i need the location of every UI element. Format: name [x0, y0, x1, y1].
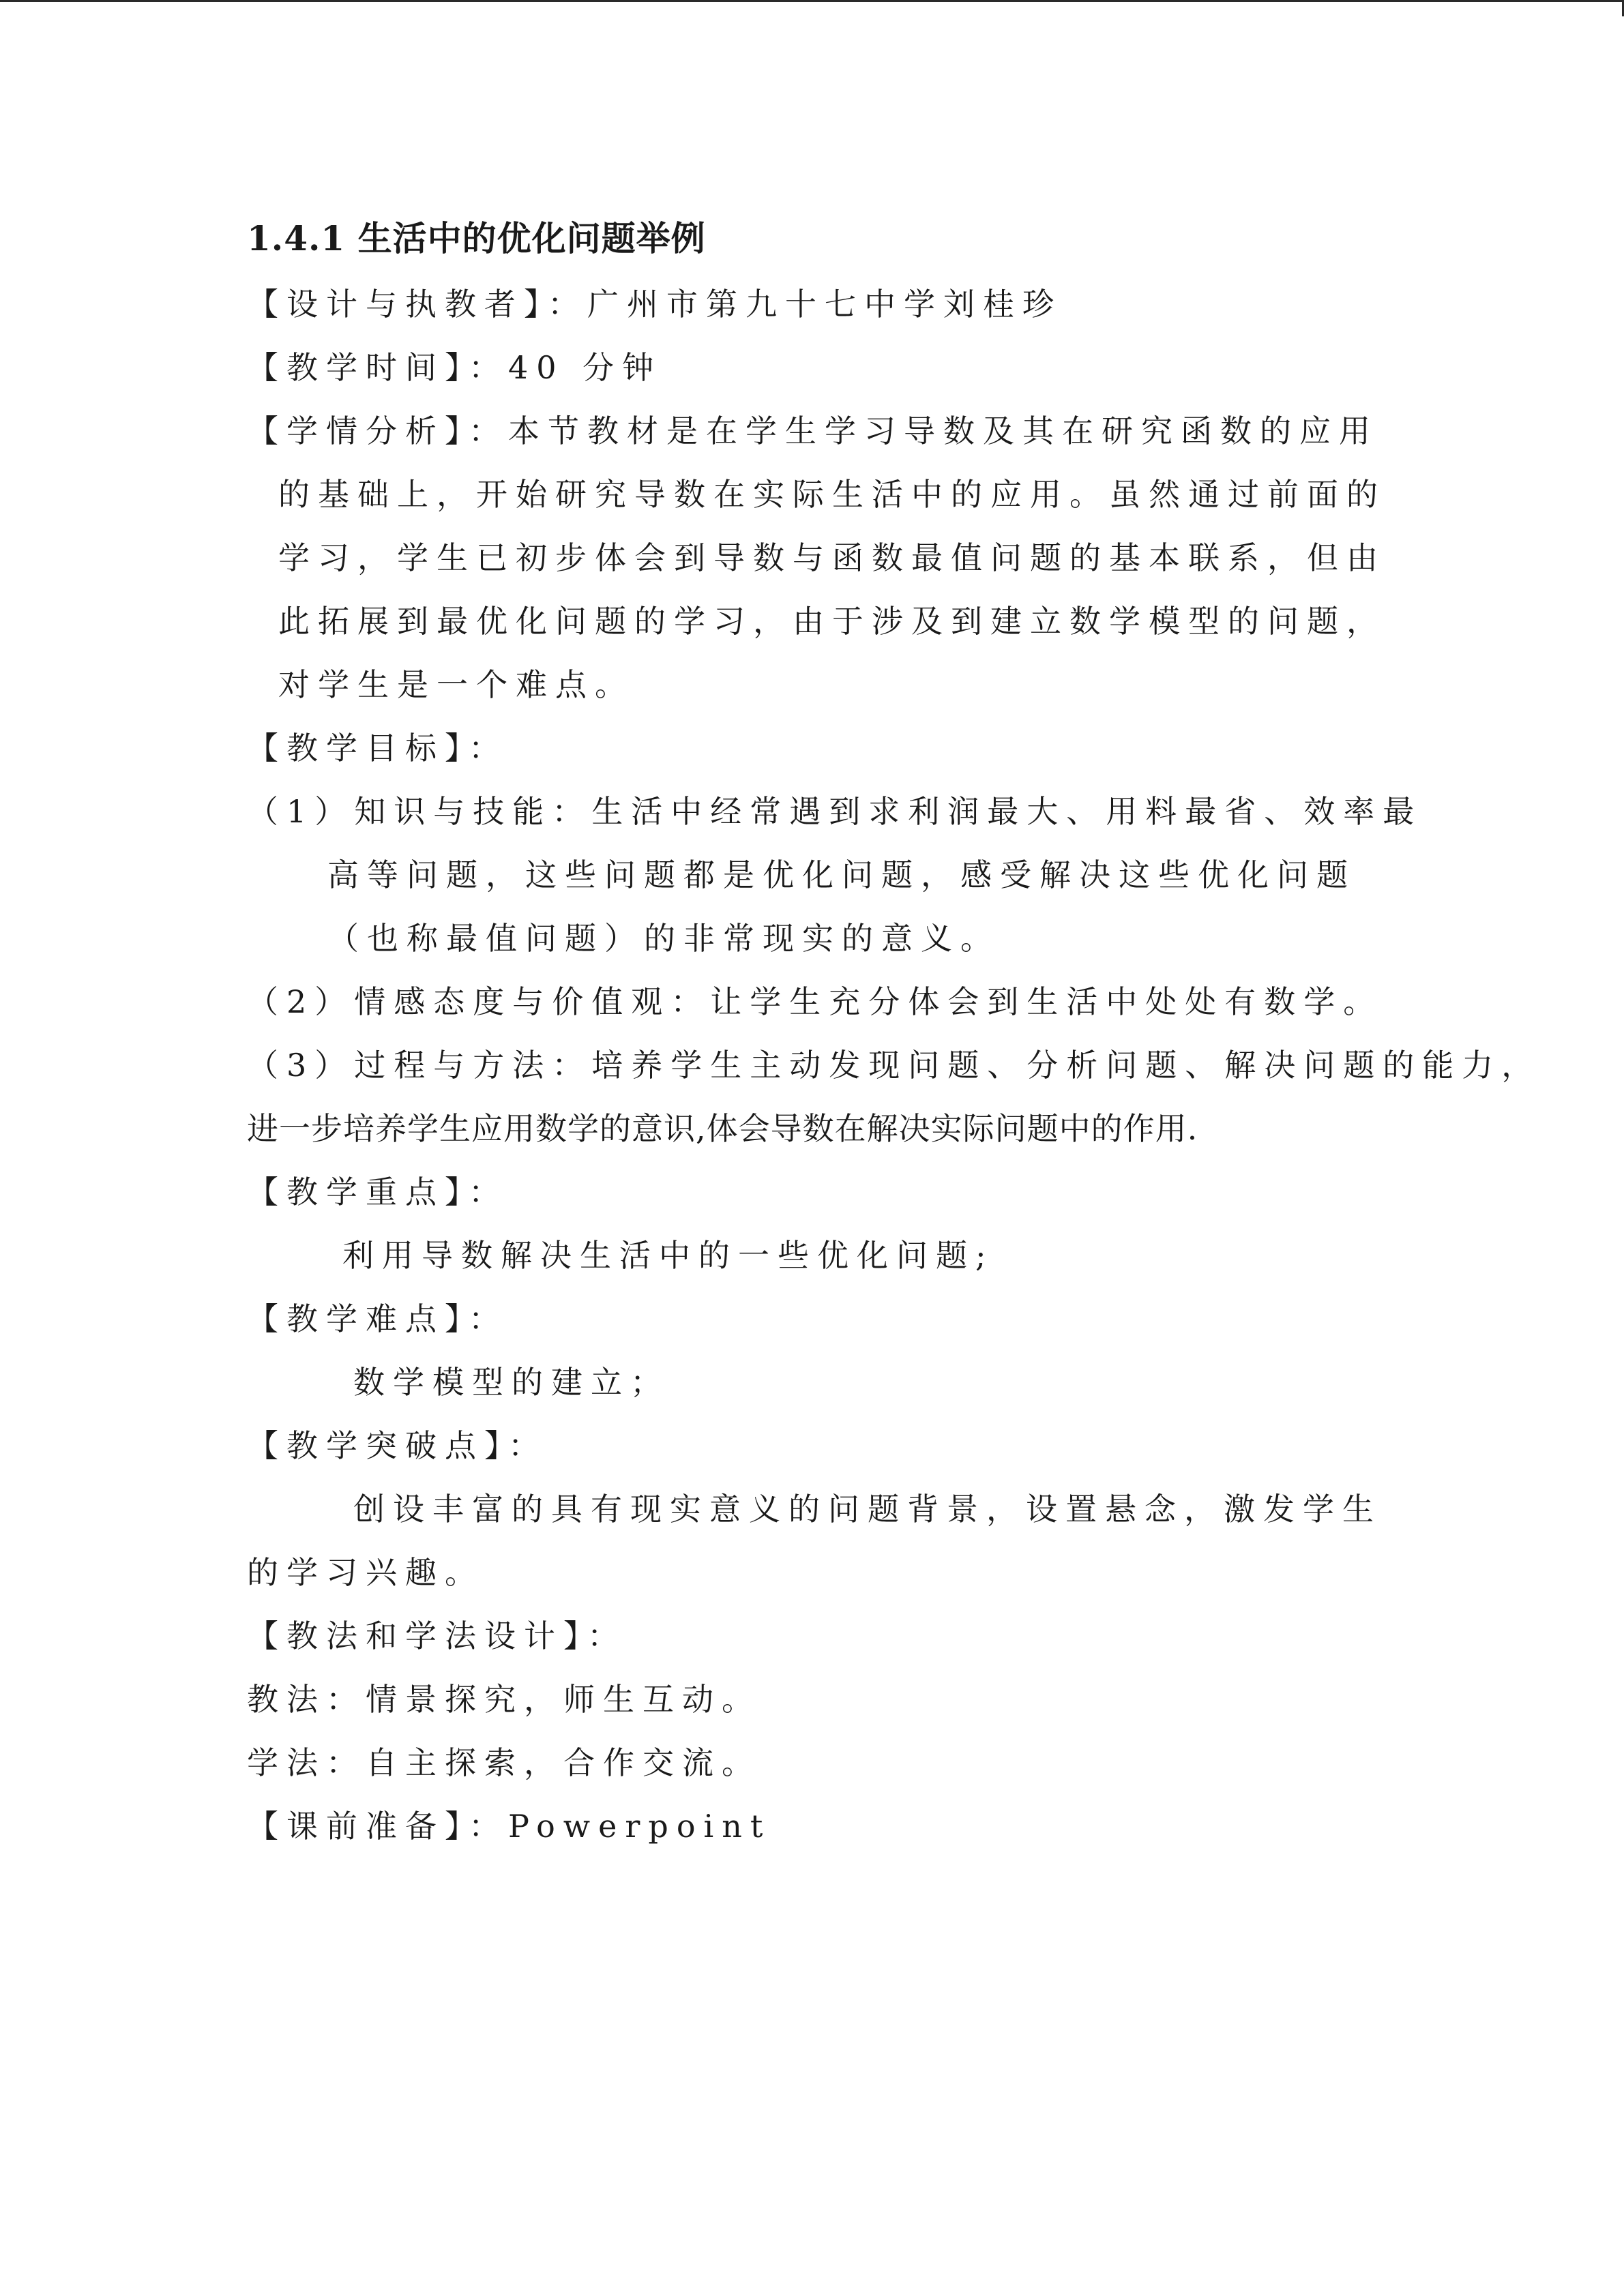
teaching-time-line: 【教学时间】：40 分钟 — [247, 349, 662, 386]
learner-analysis-heading: 【学情分析】：本节教材是在学生学习导数及其在研究函数的应用 — [247, 413, 1378, 449]
goal-item-3-text: 进一步培养学生应用数学的意识,体会导数在解决实际问题中的作用. — [247, 1110, 1198, 1147]
learner-analysis-text: 此拓展到最优化问题的学习，由于涉及到建立数学模型的问题， — [278, 603, 1386, 640]
difficulties-text: 数学模型的建立； — [353, 1364, 670, 1401]
breakthrough-text: 的学习兴趣。 — [247, 1554, 484, 1591]
preparation-line: 【课前准备】：Powerpoint — [247, 1808, 771, 1845]
document-title: 1.4.1 生活中的优化问题举例 — [247, 218, 706, 258]
learning-method-line: 学法：自主探索，合作交流。 — [247, 1744, 761, 1781]
learner-analysis-text: 对学生是一个难点。 — [278, 666, 634, 703]
goal-item-3: （3）过程与方法：培养学生主动发现问题、分析问题、解决问题的能力， — [247, 1047, 1541, 1084]
learner-analysis-text: 的基础上，开始研究导数在实际生活中的应用。虽然通过前面的 — [278, 476, 1386, 513]
goal-item-2: （2）情感态度与价值观：让学生充分体会到生活中处处有数学。 — [247, 983, 1383, 1020]
goal-item-1-text: （也称最值问题）的非常现实的意义。 — [327, 920, 1000, 957]
key-points-text: 利用导数解决生活中的一些优化问题; — [342, 1237, 994, 1274]
goal-item-1: （1）知识与技能：生活中经常遇到求利润最大、用料最省、效率最 — [247, 793, 1423, 830]
key-points-heading: 【教学重点】： — [247, 1174, 508, 1210]
document-page — [247, 205, 1541, 1858]
breakthrough-heading: 【教学突破点】： — [247, 1427, 548, 1464]
teaching-method-line: 教法：情景探究，师生互动。 — [247, 1681, 761, 1718]
page-top-rule — [0, 0, 1624, 2]
teaching-goals-heading: 【教学目标】： — [247, 730, 508, 766]
method-design-heading: 【教法和学法设计】： — [247, 1617, 627, 1654]
breakthrough-text: 创设丰富的具有现实意义的问题背景，设置悬念，激发学生 — [353, 1491, 1382, 1527]
learner-analysis-text: 学习，学生已初步体会到导数与函数最值问题的基本联系，但由 — [278, 539, 1386, 576]
goal-item-1-text: 高等问题，这些问题都是优化问题，感受解决这些优化问题 — [327, 856, 1356, 893]
designer-line: 【设计与执教者】：广州市第九十七中学刘桂珍 — [247, 286, 1062, 323]
difficulties-heading: 【教学难点】： — [247, 1300, 508, 1337]
